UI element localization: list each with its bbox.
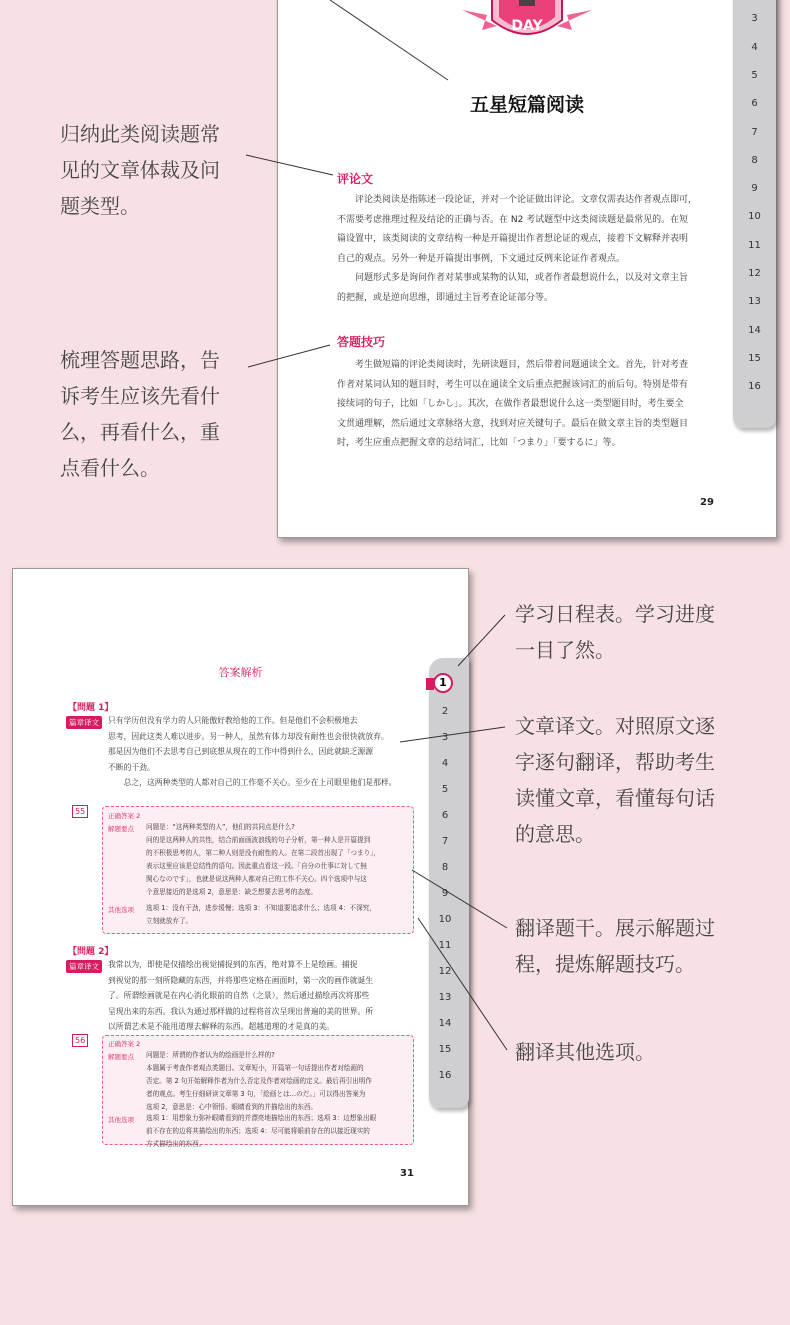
text-line: 时，考生应重点把握文章的总结词汇，比如「つまり」「要するに」等。 (337, 438, 621, 448)
annotation-line: 题类型。 (60, 194, 140, 218)
question-2-translation (108, 957, 420, 1035)
annotation-line: 一目了然。 (515, 638, 615, 662)
text-line: 问题是：“这两种类型的人”，他们的共同点是什么? (146, 823, 295, 831)
annotation-question-translation (515, 910, 715, 982)
other-label-55: 其他选项 (108, 906, 134, 914)
page-number-31: 31 (400, 1168, 414, 1179)
text-line: 方式描绘出的东西。 (146, 1140, 206, 1148)
annotation-article-translation (515, 708, 715, 852)
question-1-translation (108, 713, 420, 791)
schedule-tab-12: 12 (438, 966, 452, 977)
schedule-tab-15: 15 (748, 352, 761, 364)
text-line: 思考，因此这类人难以进步。另一种人，虽然有体力却没有耐性也会很快就放弃。 (108, 731, 389, 741)
text-line: 那是因为他们不去思考自己到底想从现在的工作中得到什么，因此就缺乏源源 (108, 747, 374, 756)
text-line: 问的是这两种人的共性，结合前面画波浪线的句子分析，第一种人是开篇提到 (146, 836, 371, 844)
schedule-tab-9: 9 (441, 888, 449, 899)
text-line: 者的观点。考生仔细研读文章第 3 句，「絵画とは…のだ。」可以得出答案为 (146, 1090, 366, 1098)
top-schedule-tabs (733, 0, 776, 428)
annotation-line: 翻译题干。展示解题过 (515, 916, 715, 940)
text-line: 否定。第 2 句开始解释作者为什么否定及作者对绘画的定义。最后再引出明作 (146, 1077, 372, 1085)
annotation-line: 文章译文。对照原文逐 (515, 714, 715, 738)
schedule-tab-3: 3 (441, 732, 449, 743)
text-line: 问题是：所谓的作者认为的绘画是什么样的? (146, 1051, 275, 1059)
point-label-56: 解题要点 (108, 1053, 134, 1061)
schedule-tab-7: 7 (751, 126, 758, 138)
schedule-tab-14: 14 (748, 324, 761, 336)
text-line: 选项 1：没有干劲，进步缓慢；选项 3：不知道要追求什么；选项 4：不深究， (146, 904, 376, 912)
schedule-tab-4: 4 (751, 41, 758, 53)
schedule-tab-6: 6 (441, 810, 449, 821)
point-text-55 (146, 821, 410, 899)
annotation-line: 诉考生应该先看什 (60, 384, 220, 408)
text-line: 评论类阅读是指陈述一段论证，并对一个论证做出评论。文章仅需表达作者观点即可， (355, 195, 698, 205)
schedule-tab-6: 6 (751, 98, 758, 110)
schedule-tab-8: 8 (751, 154, 758, 166)
text-line: 接续词的句子，比如「しかし」。其次，在做作者最想说什么这一类型题目时，考生要全 (337, 399, 684, 409)
schedule-tab-5: 5 (751, 69, 758, 81)
annotation-line: 点看什么。 (60, 456, 160, 480)
section-commentary-body (337, 191, 722, 308)
text-line: 考生做短篇的评论类阅读时，先研读题目，然后带着问题通读全文。首先，针对考查 (355, 360, 689, 370)
question-2-label: 【問題 2】 (68, 947, 114, 957)
point-label-55: 解题要点 (108, 825, 134, 833)
translation-tag-1: 篇章译文 (66, 716, 102, 729)
answer-analysis-title: 答案解析 (218, 666, 263, 679)
schedule-tab-9: 9 (751, 183, 758, 195)
schedule-tab-5: 5 (441, 784, 449, 795)
annotation-line: 读懂文章，看懂每句话 (515, 786, 715, 810)
schedule-tab-active-1: 1 (433, 673, 453, 693)
schedule-tab-11: 11 (438, 940, 452, 951)
correct-answer-56: 正确答案 2 (108, 1040, 141, 1048)
text-line: 立刻就放弃了。 (146, 917, 193, 925)
annotation-other-options (515, 1034, 655, 1070)
annotation-line: 归纳此类阅读题常 (60, 122, 220, 146)
text-line: 个意思接近的是选项 2，意思是：缺乏想要去思考的态度。 (146, 888, 318, 896)
annotation-answer-approach (60, 342, 220, 486)
text-line: 选项 1：用想象力弥补眼睛看到的并漂亮地描绘出的东西；选项 3：边想象出眼 (146, 1114, 377, 1122)
annotation-genre-summary (60, 116, 220, 224)
text-line: 本题属于考查作者观点类题目。文章短小，开篇第一句话提出作者对绘画的 (146, 1064, 364, 1072)
day-badge-icon (452, 0, 602, 45)
text-line: 自己的观点。另外一种是开篇提出事例，下文通过反例来论证作者观点。 (337, 253, 626, 264)
text-line: 不需要考虑推理过程及结论的正确与否。在 N2 考试题型中这类阅读题是最常见的。在短 (337, 214, 689, 225)
text-line: 文贯通理解，然后通过文章脉络大意，找到对应关键句子。最后在做文章主旨的类型题目 (337, 418, 689, 429)
annotation-line: 字逐句翻译，帮助考生 (515, 750, 715, 774)
schedule-tab-3: 3 (751, 13, 758, 25)
schedule-tab-2: 2 (441, 706, 449, 717)
text-line: 问题形式多是询问作者对某事或某物的认知，或者作者最想说什么，以及对文章主旨 (355, 273, 689, 283)
schedule-tab-12: 12 (748, 268, 761, 279)
text-line: 篇设置中，该类阅读的文章结构一种是开篇提出作者想论证的观点，接着下文解释并表明 (337, 234, 689, 244)
annotation-line: 么，再看什么，重 (60, 420, 220, 444)
other-text-56 (146, 1112, 410, 1151)
annotation-line: 见的文章体裁及问 (60, 158, 220, 182)
question-number-56: 56 (72, 1034, 88, 1047)
schedule-tab-13: 13 (438, 992, 452, 1003)
text-line: 関心なのです」，也就是说这两种人都对自己的工作不关心。四个选项中与这 (146, 875, 367, 883)
schedule-tab-7: 7 (441, 836, 449, 847)
schedule-tab-11: 11 (748, 239, 761, 251)
text-line: 呈现出来的东西。我认为通过那样做的过程将首次呈现出普遍的美的世界。所 (108, 1006, 374, 1016)
text-line: 不断的干劲。 (108, 762, 155, 772)
text-line: 前不存在的边将其描绘出的东西；选项 4：尽可能将眼前存在的以接近现实的 (146, 1127, 370, 1135)
section-heading-commentary: 评论文 (337, 172, 374, 186)
schedule-tab-8: 8 (441, 862, 449, 873)
text-line: 表示这里应该是总结性的语句。因此重点看这一段。「自分の仕事に対して無 (146, 862, 367, 870)
text-line: 总之，这两种类型的人都对自己的工作毫不关心。至少在上司眼里他们是那样。 (123, 778, 397, 787)
schedule-tab-10: 10 (748, 211, 761, 223)
text-line: 的不积极思考的人，第二种人则是没有耐性的人。在第二段首出现了「つまり」， (146, 849, 381, 857)
bottom-schedule-tabs (429, 658, 469, 1108)
annotation-study-schedule (515, 596, 715, 668)
text-line: 作者对某词认知的题目时，考生可以在通读全文后重点把握该词汇的前后句。特别是带有 (337, 379, 689, 390)
text-line: 只有学历但没有学力的人只能傲好教给他的工作。但是他们不会积极地去 (108, 716, 358, 725)
schedule-tab-16: 16 (438, 1070, 452, 1081)
correct-answer-55: 正确答案 2 (108, 812, 141, 820)
question-1-label: 【問題 1】 (68, 703, 114, 713)
schedule-tab-15: 15 (438, 1044, 452, 1055)
page-number-29: 29 (700, 497, 714, 508)
translation-tag-2: 篇章译文 (66, 960, 102, 973)
text-line: 到视觉的那一刻所隐藏的东西，并将那些定格在画面时，第一次的画作就诞生 (108, 975, 374, 985)
page-title: 五星短篇阅读 (469, 94, 584, 116)
other-text-55 (146, 902, 410, 928)
annotation-line: 的意思。 (515, 822, 595, 846)
schedule-tab-16: 16 (748, 381, 761, 393)
text-line: 以所谓艺术是不能用道理去解释的东西。超越道理的才是真的美。 (108, 1022, 335, 1031)
point-text-56 (146, 1049, 410, 1114)
schedule-tab-13: 13 (748, 296, 761, 308)
section-heading-tips: 答题技巧 (337, 335, 386, 349)
badge-text: DAY (511, 18, 543, 34)
schedule-tab-10: 10 (438, 914, 452, 925)
text-line: 的把握，或是逆向思维，即通过主旨考查论证部分等。 (337, 292, 554, 303)
annotation-line: 学习日程表。学习进度 (515, 602, 715, 626)
section-tips-body (337, 356, 722, 454)
annotation-line: 程，提炼解题技巧。 (515, 952, 695, 976)
text-line: 我常以为，即使是仅描绘出视觉捕捉到的东西，绝对算不上是绘画。捕捉 (108, 960, 358, 969)
schedule-tab-14: 14 (438, 1018, 452, 1029)
schedule-tab-4: 4 (441, 758, 449, 769)
question-number-55: 55 (72, 805, 88, 818)
text-line: 了。所谓绘画就是在内心消化眼前的自然（之景），然后通过描绘再次将那些 (108, 991, 370, 1000)
annotation-line: 翻译其他选项。 (515, 1040, 655, 1064)
annotation-line: 梳理答题思路，告 (60, 348, 220, 372)
text-line: 选项 2，意思是：心中领悟、眼睛看到的并描绘出的东西。 (146, 1103, 318, 1111)
other-label-56: 其他选项 (108, 1116, 134, 1124)
